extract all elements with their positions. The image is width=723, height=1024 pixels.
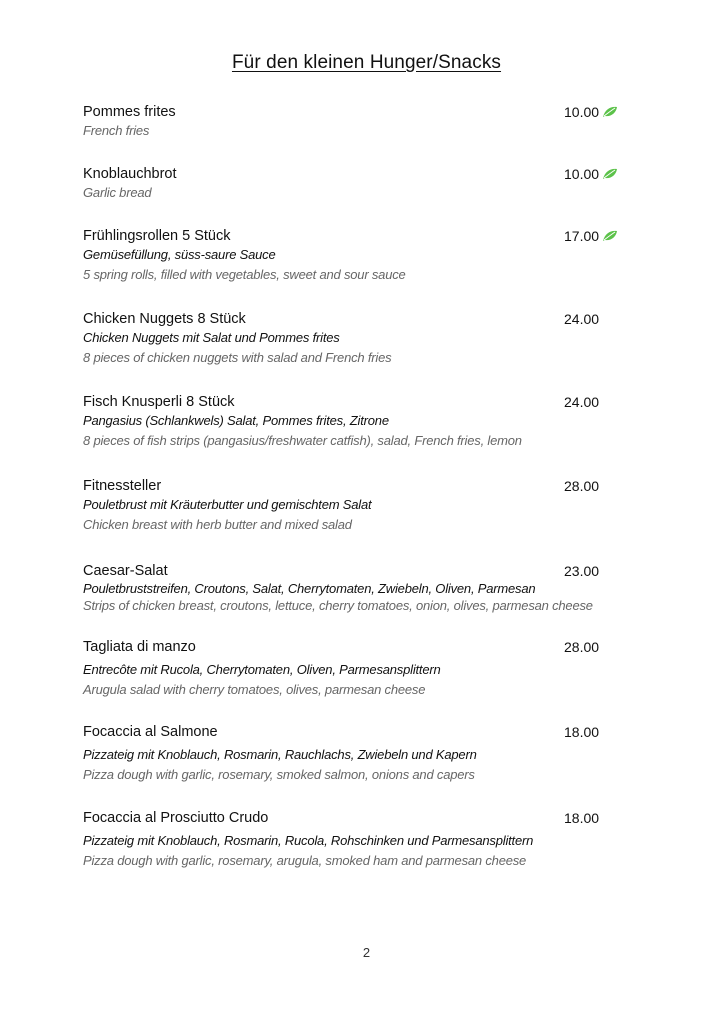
menu-item-fisch-knusperli (83, 393, 643, 451)
page-title: Für den kleinen Hunger/Snacks (231, 52, 502, 73)
item-name: Focaccia al Salmone (83, 724, 218, 740)
menu-item-focaccia-salmone (83, 723, 643, 785)
item-name: Pommes frites (83, 104, 176, 120)
menu-item-fruehlingsrollen (83, 227, 643, 285)
item-price: 18.00 (564, 724, 600, 740)
item-price: 18.00 (564, 810, 600, 826)
menu-item-tagliata (83, 638, 643, 700)
item-description: Pouletbrust mit Kräuterbutter und gemischtem Salat (83, 497, 372, 512)
item-description: Pizzateig mit Knoblauch, Rosmarin, Rucola, Rohschinken und Parmesansplittern (83, 833, 534, 848)
item-name: Fisch Knusperli 8 Stück (83, 394, 235, 410)
menu-item-focaccia-prosciutto (83, 809, 643, 871)
menu-item-knoblauchbrot (83, 165, 643, 203)
leaf-icon (602, 168, 618, 180)
item-translation: Strips of chicken breast, croutons, lettuce, cherry tomatoes, onion, olives, parmesan cheese (83, 598, 593, 613)
item-description: Entrecôte mit Rucola, Cherrytomaten, Oliven, Parmesansplittern (83, 662, 441, 677)
item-description: Gemüsefüllung, süss-saure Sauce (83, 247, 276, 262)
item-name: Knoblauchbrot (83, 166, 177, 182)
item-price: 28.00 (564, 478, 600, 494)
item-translation: French fries (83, 123, 150, 138)
item-price: 24.00 (564, 311, 600, 327)
item-translation: Chicken breast with herb butter and mixed salad (83, 517, 352, 532)
item-price: 10.00 (564, 104, 600, 120)
item-translation: 8 pieces of fish strips (pangasius/freshwater catfish), salad, French fries, lemon (83, 433, 522, 448)
page-number: 2 (362, 945, 371, 960)
item-description: Pouletbruststreifen, Croutons, Salat, Cherrytomaten, Zwiebeln, Oliven, Parmesan (83, 581, 536, 596)
item-translation: Arugula salad with cherry tomatoes, olives, parmesan cheese (83, 682, 426, 697)
item-description: Chicken Nuggets mit Salat und Pommes frites (83, 330, 340, 345)
item-price: 28.00 (564, 639, 600, 655)
item-name: Focaccia al Prosciutto Crudo (83, 810, 269, 826)
item-name: Tagliata di manzo (83, 639, 196, 655)
item-translation: Garlic bread (83, 185, 152, 200)
menu-item-pommes-frites (83, 103, 643, 141)
item-name: Caesar-Salat (83, 563, 168, 579)
item-description: Pizzateig mit Knoblauch, Rosmarin, Rauchlachs, Zwiebeln und Kapern (83, 747, 477, 762)
menu-item-chicken-nuggets (83, 310, 643, 368)
item-price: 10.00 (564, 166, 600, 182)
item-price: 17.00 (564, 228, 600, 244)
menu-item-fitnessteller (83, 477, 643, 535)
item-name: Chicken Nuggets 8 Stück (83, 311, 246, 327)
item-translation: Pizza dough with garlic, rosemary, arugula, smoked ham and parmesan cheese (83, 853, 527, 868)
item-translation: 8 pieces of chicken nuggets with salad and French fries (83, 350, 392, 365)
item-translation: Pizza dough with garlic, rosemary, smoked salmon, onions and capers (83, 767, 475, 782)
item-translation: 5 spring rolls, filled with vegetables, sweet and sour sauce (83, 267, 406, 282)
item-price: 23.00 (564, 563, 600, 579)
item-name: Fitnessteller (83, 478, 162, 494)
item-description: Pangasius (Schlankwels) Salat, Pommes frites, Zitrone (83, 413, 389, 428)
leaf-icon (602, 230, 618, 242)
menu-item-caesar-salat (83, 562, 643, 614)
leaf-icon (602, 106, 618, 118)
item-name: Frühlingsrollen 5 Stück (83, 228, 231, 244)
item-price: 24.00 (564, 394, 600, 410)
